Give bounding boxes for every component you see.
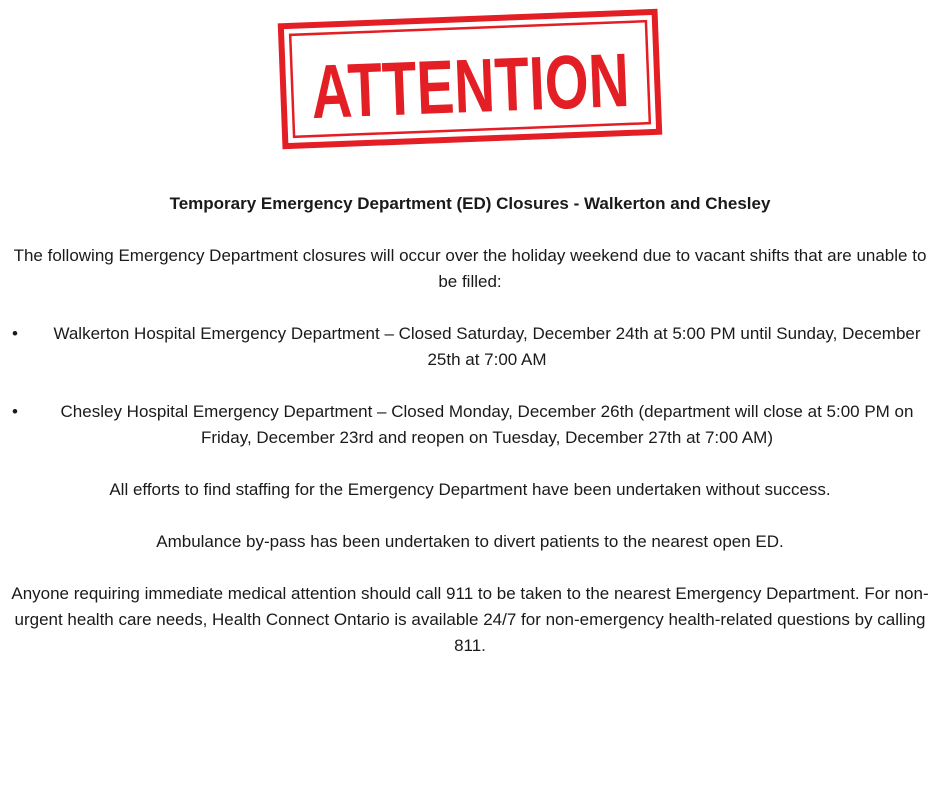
bullet-icon: • [12,402,18,421]
advice-paragraph: Anyone requiring immediate medical attention should call 911 to be taken to the nearest Emergency Department. For non-urgent health care needs, Health Connect Ontario is available 24/7 for non-emergency health-related questions by calling 811. [11,584,929,655]
closure-text: Walkerton Hospital Emergency Department – Closed Saturday, December 24th at 5:00 PM until Sunday, December 25th at 7:00 AM [53,324,921,369]
closure-text: Chesley Hospital Emergency Department – Closed Monday, December 26th (department will close at 5:00 PM on Friday, December 23rd and reopen on Tuesday, December 27th at 7:00 AM) [60,402,914,447]
attention-stamp-text: ATTENTION [309,33,742,136]
intro-paragraph: The following Emergency Department closures will occur over the holiday weekend due to vacant shifts that are unable to be filled: [13,246,927,291]
closure-item-chesley [0,399,940,451]
closure-list [0,321,940,451]
bullet-icon: • [12,324,18,343]
closure-item-walkerton [0,321,940,373]
attention-stamp [277,7,742,151]
ambulance-paragraph: Ambulance by-pass has been undertaken to divert patients to the nearest open ED. [156,532,784,551]
notice-heading: Temporary Emergency Department (ED) Closures - Walkerton and Chesley [169,194,771,213]
staffing-paragraph: All efforts to find staffing for the Emergency Department have been undertaken without success. [109,480,831,499]
notice-body [0,191,940,685]
